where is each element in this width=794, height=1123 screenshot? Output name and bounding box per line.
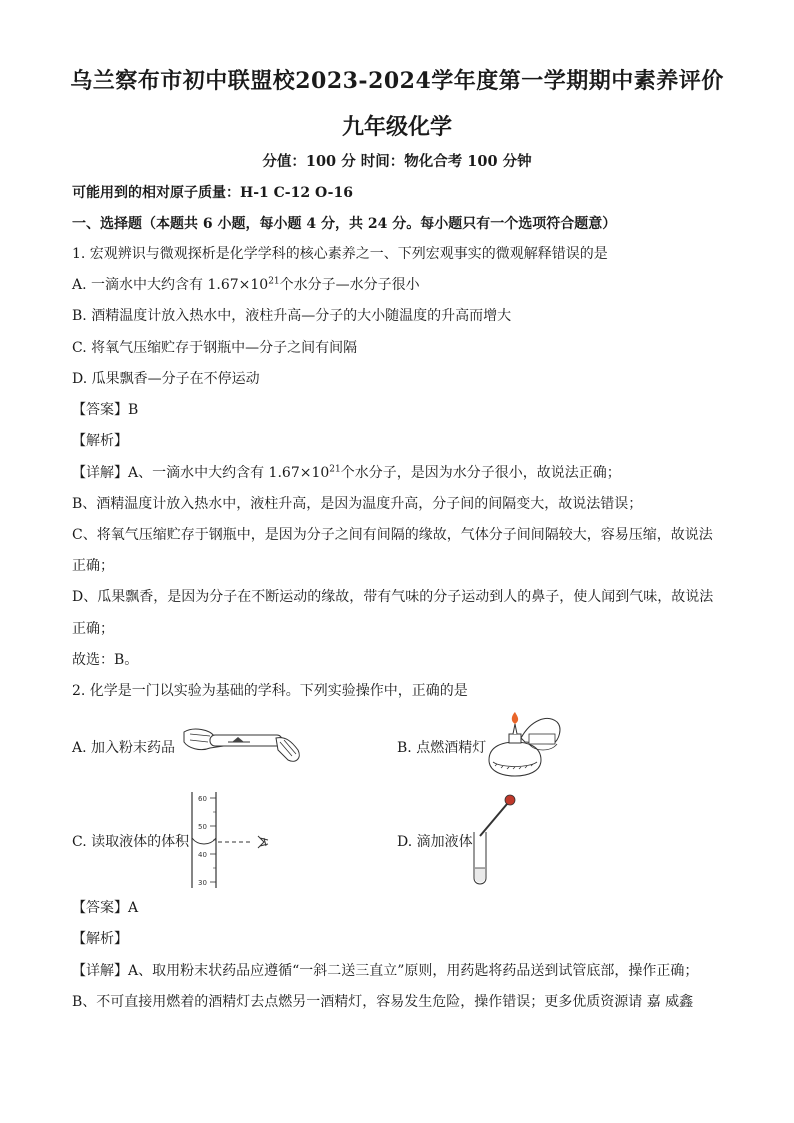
q1-detail-c1: C、将氧气压缩贮存于钢瓶中，是因为分子之间有间隔的缘故，气体分子间间隔较大，容易压缩，故说法 xyxy=(72,527,713,543)
exam-meta: 分值：100 分 时间：物化合考 100 分钟 xyxy=(262,153,532,170)
powder-in-test-tube-figure xyxy=(180,720,305,768)
q2-option-d: D. 滴加液体 xyxy=(397,834,473,850)
q1-detail-a-exp: 21 xyxy=(329,464,341,475)
q1-detail-a xyxy=(72,463,621,483)
q2-detail-a: 【详解】A、取用粉末状药品应遵循“一斜二送三直立”原则，用药匙将药品送到试管底部，操作正确； xyxy=(72,963,699,979)
dropper-test-tube-figure xyxy=(466,792,526,888)
q2-option-a: A. 加入粉末药品 xyxy=(72,740,176,756)
flame-icon xyxy=(512,712,518,724)
q2-analysis-label: 【解析】 xyxy=(72,931,128,947)
q1-option-a-exp: 21 xyxy=(268,276,280,287)
q2-answer: 【答案】A xyxy=(72,900,139,916)
exam-title: 乌兰察布市初中联盟校2023-2024学年度第一学期期中素养评价 xyxy=(70,68,724,94)
exam-subtitle: 九年级化学 xyxy=(341,114,452,140)
cylinder-tick-50: 50 xyxy=(198,823,207,831)
q1-option-a-post: 个水分子—水分子很小 xyxy=(279,277,420,293)
atomic-masses: 可能用到的相对原子质量：H-1 C-12 O-16 xyxy=(72,185,353,201)
q1-answer: 【答案】B xyxy=(72,402,139,418)
graduated-cylinder-figure xyxy=(188,790,274,890)
q1-stem: 1. 宏观辨识与微观探析是化学学科的核心素养之一、下列宏观事实的微观解释错误的是 xyxy=(72,246,608,262)
q1-detail-b: B、酒精温度计放入热水中，液柱升高，是因为温度升高，分子间的间隔变大，故说法错误； xyxy=(72,496,643,512)
q1-detail-c2: 正确； xyxy=(72,558,114,574)
q1-option-a xyxy=(72,275,420,295)
q2-option-b: B. 点燃酒精灯 xyxy=(397,740,487,756)
eye-icon xyxy=(258,836,268,848)
q1-option-d: D. 瓜果飘香—分子在不停运动 xyxy=(72,371,260,387)
q2-detail-b: B、不可直接用燃着的酒精灯去点燃另一酒精灯，容易发生危险，操作错误；更多优质资源请 嘉 威鑫 xyxy=(72,994,694,1010)
alcohol-lamp-figure xyxy=(485,712,565,780)
dropper-bulb-icon xyxy=(505,795,515,805)
q1-option-b: B. 酒精温度计放入热水中，液柱升高—分子的大小随温度的升高而增大 xyxy=(72,308,512,324)
cylinder-tick-60: 60 xyxy=(198,795,207,803)
q1-conclusion: 故选：B。 xyxy=(72,652,139,668)
q2-stem: 2. 化学是一门以实验为基础的学科。下列实验操作中，正确的是 xyxy=(72,683,468,699)
q1-detail-a-pre: 【详解】A、一滴水中大约含有 1.67×10 xyxy=(72,465,330,481)
q1-option-a-pre: A. 一滴水中大约含有 1.67×10 xyxy=(72,277,269,293)
q1-analysis-label: 【解析】 xyxy=(72,433,128,449)
section-title: 一、选择题（本题共 6 小题，每小题 4 分，共 24 分。每小题只有一个选项符合题意） xyxy=(72,216,617,232)
q2-option-c: C. 读取液体的体积 xyxy=(72,834,190,850)
q1-detail-a-post: 个水分子，是因为水分子很小，故说法正确； xyxy=(340,465,621,481)
q1-detail-d1: D、瓜果飘香，是因为分子在不断运动的缘故，带有气味的分子运动到人的鼻子，使人闻到气味，故说法 xyxy=(72,589,714,605)
q1-detail-d2: 正确； xyxy=(72,621,114,637)
cylinder-tick-40: 40 xyxy=(198,851,207,859)
cylinder-tick-30: 30 xyxy=(198,879,207,887)
q1-option-c: C. 将氧气压缩贮存于钢瓶中—分子之间有间隔 xyxy=(72,340,358,356)
